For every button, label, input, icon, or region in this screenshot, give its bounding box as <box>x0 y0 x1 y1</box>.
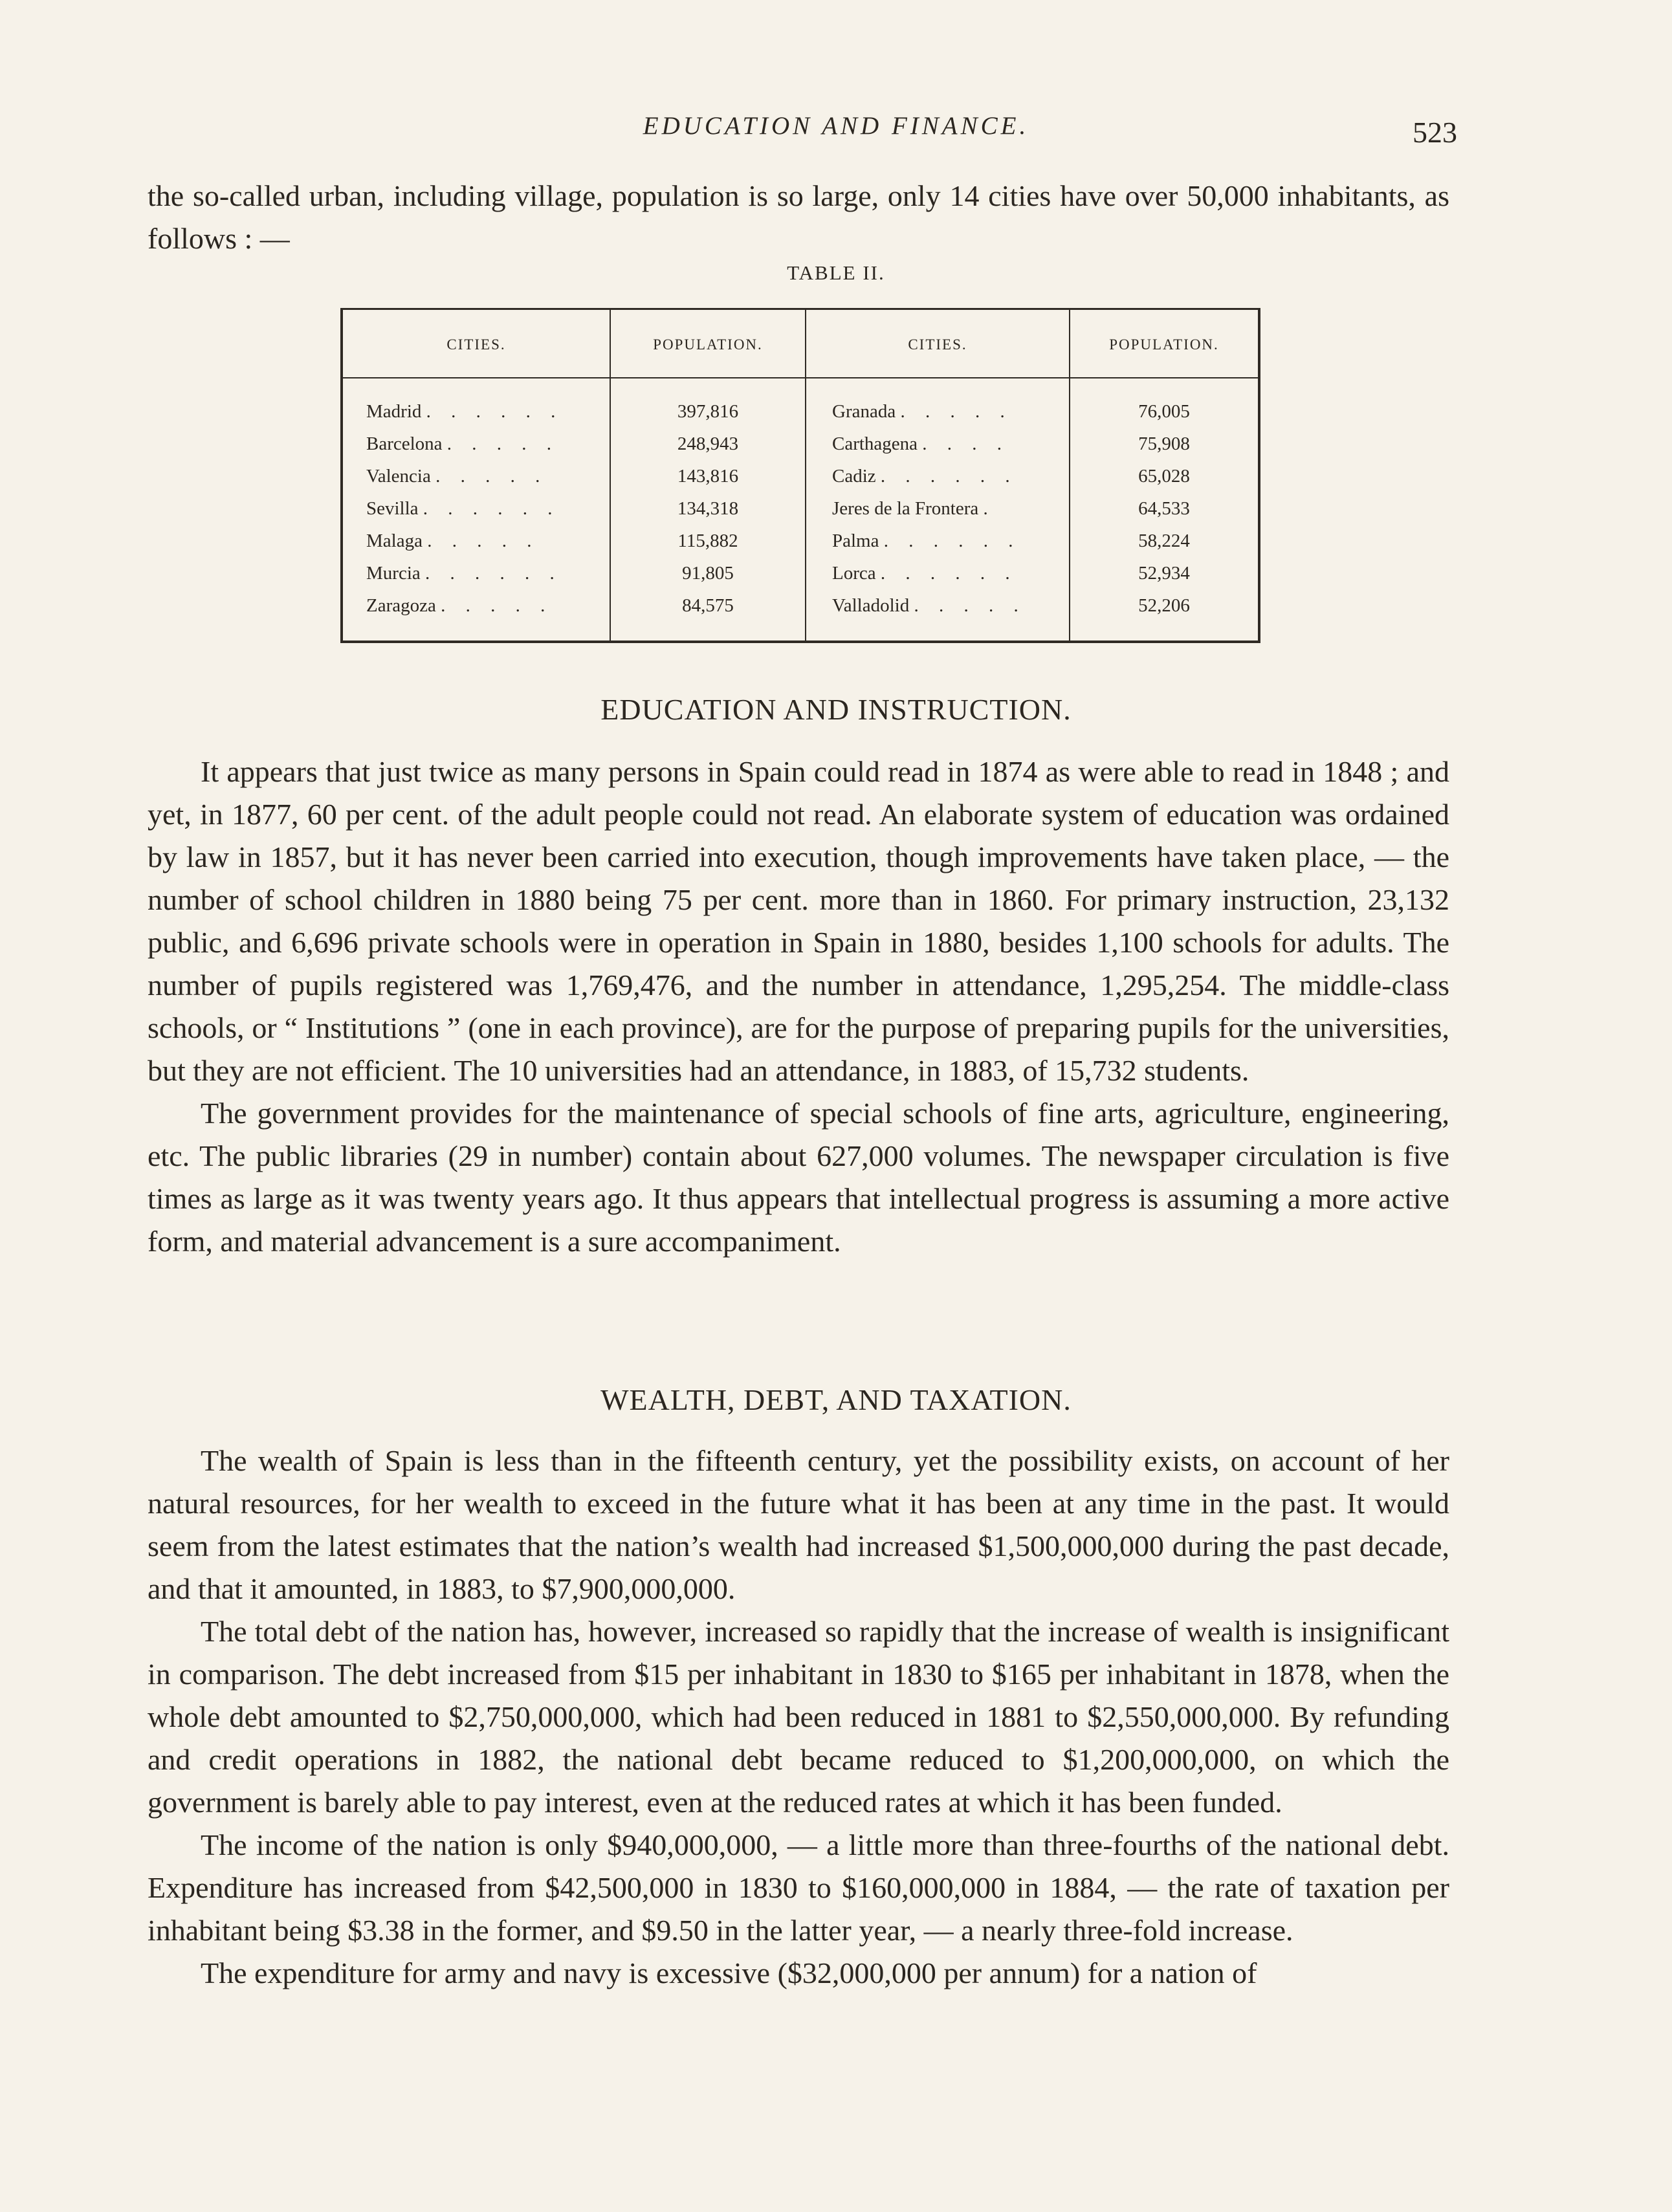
table-cell-population: 248,943 <box>677 433 739 454</box>
table-cell-city: Jeres de la Frontera . <box>832 498 996 519</box>
running-head <box>0 109 1672 148</box>
page-number: 523 <box>1413 116 1457 149</box>
table-cell-population: 84,575 <box>682 595 734 616</box>
table-cell-city: Sevilla . . . . . . <box>366 498 560 519</box>
table-cell-population: 64,533 <box>1138 498 1190 519</box>
paragraph: The income of the nation is only $940,000,000, — a little more than three-fourths of the national debt. Expenditure has increased from $42,500,000 in 1830 to $160,000,000 in 1884, — the rate of taxation per inhabitant being $3.38 in the former, and $9.50 in the latter year, — a nearly three-fold increase. <box>148 1828 1449 1947</box>
table-cell-population: 91,805 <box>682 563 734 584</box>
table-cell-city: Zaragoza . . . . . <box>366 595 553 616</box>
table-cell-city: Valencia . . . . . <box>366 466 548 487</box>
paragraph: The government provides for the maintenance of special schools of fine arts, agriculture, engineering, etc. The public libraries (29 in number) contain about 627,000 volumes. The newspaper circulation is five times as large as it was twenty years ago. It thus appears that intellectual progress is assuming a more active form, and material advancement is a sure accompaniment. <box>148 1097 1449 1258</box>
table-cell-population: 143,816 <box>677 466 739 487</box>
table-cell-population: 52,934 <box>1138 563 1190 584</box>
table-cell-population: 76,005 <box>1138 401 1190 422</box>
paragraph: The total debt of the nation has, however, increased so rapidly that the increase of wealth is insignificant in comparison. The debt increased from $15 per inhabitant in 1830 to $165 per inhabitant in 1878, when the whole debt amounted to $2,750,000,000, which had been reduced in 1881 to $2,550,000,000. By refunding and credit operations in 1882, the national debt became reduced to $1,200,000,000, on which the government is barely able to pay interest, even at the reduced rates at which it has been funded. <box>148 1615 1449 1819</box>
paragraph: The expenditure for army and navy is excessive ($32,000,000 per annum) for a nation of <box>201 1956 1257 1989</box>
table-cell-city: Barcelona . . . . . <box>366 433 560 454</box>
paragraph: It appears that just twice as many persons in Spain could read in 1874 as were able to read in 1848 ; and yet, in 1877, 60 per cent. of the adult people could not read. An elaborate system of education was ordained by law in 1857, but it has never been carried into execution, though improvements have taken place, — the number of school children in 1880 being 75 per cent. more than in 1860. For primary instruction, 23,132 public, and 6,696 private schools were in operation in Spain in 1880, besides 1,100 schools for adults. The number of pupils registered was 1,769,476, and the number in attendance, 1,295,254. The middle-class schools, or “ Institutions ” (one in each province), are for the purpose of preparing pupils for the universities, but they are not efficient. The 10 universities had an attendance, in 1883, of 15,732 students. <box>148 755 1449 1087</box>
education-section-body <box>148 750 1449 1263</box>
table-cell-city: Granada . . . . . <box>832 401 1013 422</box>
table-cell-city: Valladolid . . . . . <box>832 595 1026 616</box>
table-header-population: POPULATION. <box>611 310 805 378</box>
intro-paragraph <box>148 175 1449 260</box>
table-header-cities: CITIES. <box>806 310 1069 378</box>
city-population-table <box>340 308 1260 643</box>
running-title: EDUCATION AND FINANCE. <box>643 112 1029 140</box>
table-cell-population: 75,908 <box>1138 433 1190 454</box>
table-cell-city: Lorca . . . . . . <box>832 563 1018 584</box>
table-caption: TABLE II. <box>787 261 885 284</box>
table-cell-city: Cadiz . . . . . . <box>832 466 1018 487</box>
section-heading-education: EDUCATION AND INSTRUCTION. <box>600 693 1072 726</box>
table-column-cities-right <box>806 310 1070 641</box>
table-header-population: POPULATION. <box>1070 310 1258 378</box>
table-cell-city: Madrid . . . . . . <box>366 401 564 422</box>
table-cell-city: Malaga . . . . . <box>366 531 540 551</box>
table-cell-city: Murcia . . . . . . <box>366 563 562 584</box>
paragraph: The wealth of Spain is less than in the fifteenth century, yet the possibility exists, on account of her natural resources, for her wealth to exceed in the future what it has been at any time in the past. It would seem from the latest estimates that the nation’s wealth had increased $1,500,000,000 during the past decade, and that it amounted, in 1883, to $7,900,000,000. <box>148 1444 1449 1605</box>
table-cell-city: Carthagena . . . . <box>832 433 1010 454</box>
intro-text: the so-called urban, including village, population is so large, only 14 cities have over 50,000 inhabitants, as follows : — <box>148 179 1449 255</box>
table-cell-population: 134,318 <box>677 498 739 519</box>
table-column-population-right <box>1070 310 1258 641</box>
table-column-cities-left <box>343 310 611 641</box>
table-cell-population: 52,206 <box>1138 595 1190 616</box>
table-cell-city: Palma . . . . . . <box>832 531 1021 551</box>
table-cell-population: 397,816 <box>677 401 739 422</box>
section-heading-wealth: WEALTH, DEBT, AND TAXATION. <box>600 1383 1072 1416</box>
table-column-population-left <box>611 310 806 641</box>
wealth-section-body <box>148 1440 1449 1995</box>
table-header-cities: CITIES. <box>343 310 610 378</box>
table-cell-population: 65,028 <box>1138 466 1190 487</box>
table-cell-population: 58,224 <box>1138 531 1190 551</box>
table-cell-population: 115,882 <box>677 531 738 551</box>
